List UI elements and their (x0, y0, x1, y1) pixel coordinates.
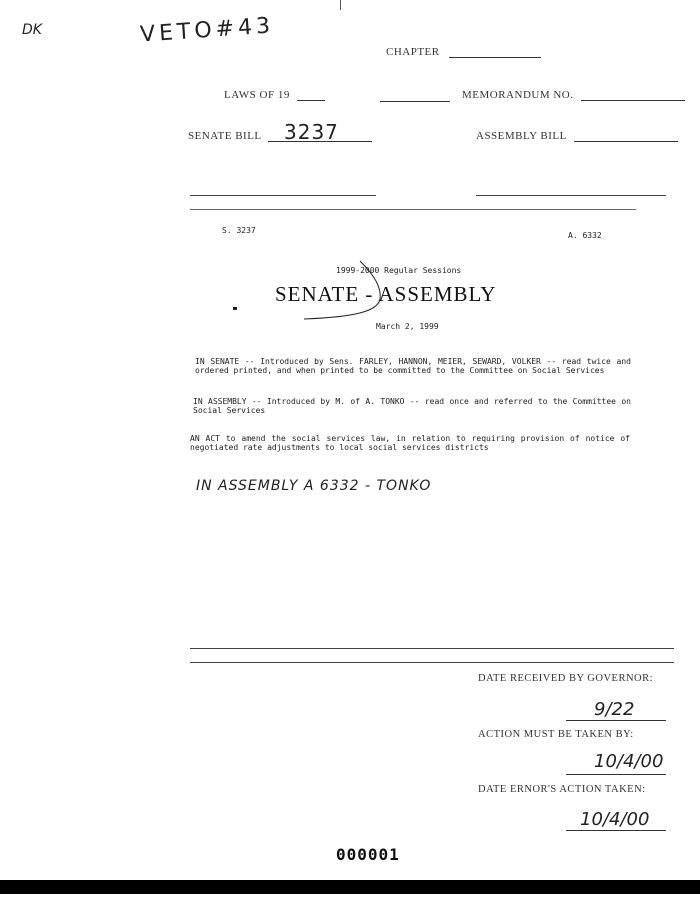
bill-heading: SENATE - ASSEMBLY (275, 282, 497, 306)
action-taken-value: 10/4/00 (580, 809, 650, 830)
top-tick (340, 0, 341, 10)
action-taken-line (566, 830, 666, 831)
action-by-line (566, 774, 666, 775)
chapter-field (386, 46, 541, 58)
lower-rule-2 (190, 662, 674, 663)
senate-bill-number: 3237 (284, 120, 339, 144)
memorandum-field (462, 89, 685, 101)
laws-label: LAWS OF 19 (224, 89, 290, 101)
memorandum-label: MEMORANDUM NO. (462, 89, 574, 101)
assembly-bill-blank (574, 131, 678, 142)
session-label: 1999-2000 Regular Sessions (336, 266, 462, 275)
handwritten-strike-mark (296, 255, 406, 327)
assembly-intro: IN ASSEMBLY -- Introduced by M. of A. TONKO -- read once and referred to the Committee on Social Services (193, 397, 631, 415)
veto-label: VETO#43 (139, 13, 275, 48)
action-must-label: ACTION MUST BE TAKEN BY: (478, 729, 634, 740)
action-by-value: 10/4/00 (594, 751, 664, 772)
assembly-bill-field (476, 130, 678, 142)
date-received-label: DATE RECEIVED BY GOVERNOR: (478, 673, 654, 684)
lower-rule-1 (190, 648, 674, 649)
chapter-label: CHAPTER (386, 46, 440, 58)
blank-rule-left (190, 195, 376, 196)
laws-field (224, 89, 325, 101)
memorandum-blank (581, 90, 685, 101)
laws-number-blank (380, 101, 450, 102)
bill-date: March 2, 1999 (376, 322, 439, 331)
in-assembly-note: IN ASSEMBLY A 6332 - TONKO (196, 478, 432, 494)
date-received-line (566, 720, 666, 721)
action-taken-label: DATE ERNOR'S ACTION TAKEN: (478, 784, 646, 795)
page-number: 000001 (336, 845, 400, 864)
date-received-value: 9/22 (594, 699, 635, 720)
bottom-scan-bar (0, 880, 700, 894)
chapter-blank (449, 47, 541, 58)
blank-rule-right (476, 195, 666, 196)
act-title: AN ACT to amend the social services law, in relation to requiring provision of notice of negotiated rate adjustments to local social services districts (190, 434, 630, 452)
senate-intro: IN SENATE -- Introduced by Sens. FARLEY, HANNON, MEIER, SEWARD, VOLKER -- read twice and ordered printed, and when printed to be committed to the Committee on Social Services (195, 357, 631, 375)
senate-bill-label: SENATE BILL (188, 130, 262, 142)
senate-number: S. 3237 (222, 226, 256, 235)
margin-dot (233, 307, 237, 310)
section-rule (190, 209, 636, 210)
senate-bill-field (188, 130, 372, 142)
assembly-number: A. 6332 (568, 231, 602, 240)
laws-blank (297, 90, 325, 101)
assembly-bill-label: ASSEMBLY BILL (476, 130, 567, 142)
corner-initials: DK (22, 22, 42, 38)
